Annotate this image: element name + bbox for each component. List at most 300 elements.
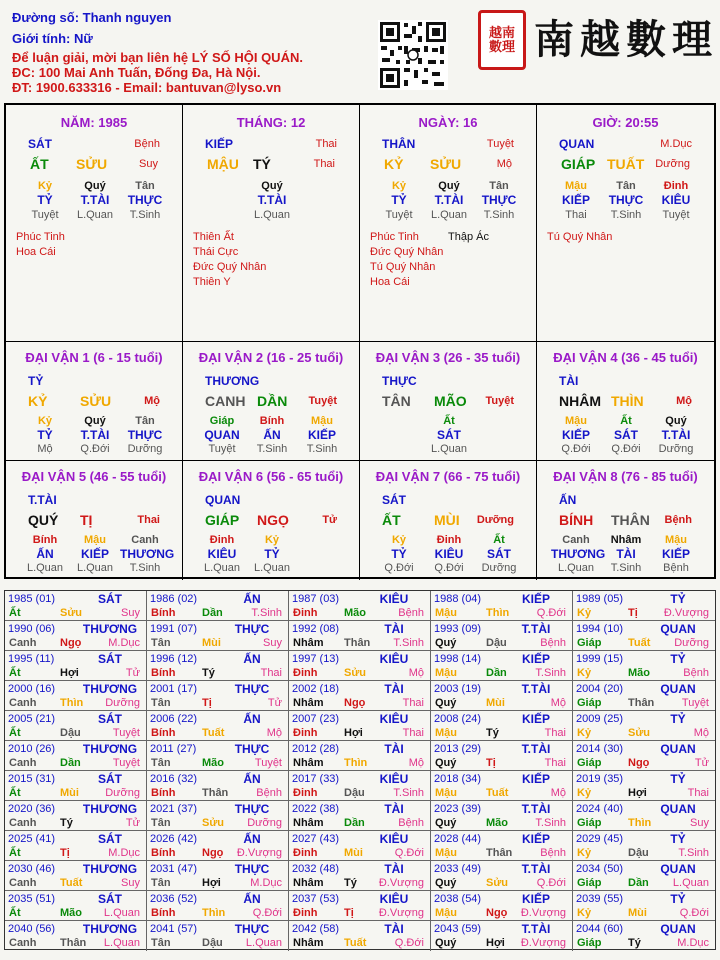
year-branch: Thìn — [344, 757, 368, 769]
hidden-stem: Tân — [135, 180, 155, 192]
dai-van-chi: TỊ — [80, 512, 93, 528]
year-branch: Tị — [486, 757, 496, 769]
year-label: 2044 (60) — [576, 923, 624, 935]
pillar-cell — [537, 105, 714, 342]
year-cell — [431, 801, 573, 831]
year-god: THƯƠNG — [82, 862, 138, 876]
year-branch: Tuất — [486, 787, 509, 799]
year-god: TÀI — [384, 682, 404, 696]
dai-van-title: ĐẠI VẬN 3 (26 - 35 tuổi) — [375, 350, 521, 365]
year-branch: Mão — [486, 817, 508, 829]
year-state: Tuyệt — [254, 757, 282, 769]
dai-van-god: TÀI — [559, 374, 579, 388]
pillar-top-god: KIẾP — [205, 137, 234, 151]
year-god: SÁT — [98, 772, 122, 786]
hidden-state: Tuyệt — [31, 209, 59, 221]
year-branch: Tý — [60, 817, 73, 829]
hidden-stem: Ất — [493, 534, 505, 546]
year-label: 2040 (56) — [8, 923, 56, 935]
year-cell — [573, 681, 715, 711]
pillar-can: MẬU — [207, 156, 239, 172]
year-stem: Ất — [9, 667, 21, 679]
year-stem: Giáp — [577, 757, 602, 769]
year-state: Đ.Vượng — [378, 877, 424, 889]
year-label: 1997 (13) — [292, 653, 340, 665]
year-branch: Sửu — [60, 607, 83, 619]
year-stem: Canh — [9, 877, 37, 889]
year-god: THƯƠNG — [82, 922, 138, 936]
year-stem: Quý — [435, 757, 457, 769]
hidden-stem: Ất — [443, 415, 455, 427]
year-cell — [573, 651, 715, 681]
year-stem: Đinh — [293, 667, 318, 679]
year-branch: Tuất — [60, 877, 83, 889]
year-state: T.Sinh — [393, 787, 424, 799]
pillar-can: KỶ — [384, 156, 404, 172]
year-label: 2035 (51) — [8, 893, 56, 905]
hidden-state: T.Sinh — [256, 443, 288, 455]
hidden-stem: Mậu — [565, 180, 587, 192]
year-god: T.TÀI — [521, 742, 551, 756]
year-state: Q.Đới — [394, 847, 424, 859]
pillar-grid — [4, 103, 716, 579]
hidden-state: Tuyệt — [385, 209, 413, 221]
year-label: 2001 (17) — [150, 683, 198, 695]
year-label: 2033 (49) — [434, 863, 482, 875]
year-stem: Bính — [151, 787, 176, 799]
year-god: ẤN — [243, 772, 261, 786]
year-god: THỰC — [234, 802, 270, 816]
year-branch: Thân — [628, 697, 655, 709]
dai-van-state: Bệnh — [664, 514, 692, 526]
dai-van-god: T.TÀI — [28, 493, 57, 507]
year-state: L.Quan — [672, 877, 709, 889]
dai-van-title: ĐẠI VẬN 7 (66 - 75 tuổi) — [375, 469, 521, 484]
qr-code-icon[interactable] — [378, 20, 448, 90]
year-god: SÁT — [98, 832, 122, 846]
year-cell — [431, 831, 573, 861]
hidden-state: Dưỡng — [481, 562, 517, 574]
year-state: Bệnh — [540, 637, 566, 649]
dai-van-cell — [360, 461, 537, 580]
hidden-state: Q.Đới — [434, 562, 464, 574]
year-state: M.Dục — [250, 877, 282, 889]
year-stem: Quý — [435, 937, 457, 949]
hidden-god: THƯƠNG — [120, 547, 175, 561]
year-state: Thai — [687, 787, 709, 799]
hidden-stem: Canh — [562, 534, 590, 546]
year-stem: Quý — [435, 817, 457, 829]
year-god: THƯƠNG — [82, 622, 138, 636]
dai-van-cell — [183, 461, 360, 580]
hidden-stem: Giáp — [209, 415, 235, 427]
hidden-stem: Tân — [135, 415, 155, 427]
year-stem: Canh — [9, 697, 37, 709]
year-label: 2013 (29) — [434, 743, 482, 755]
pillar-top-state: Thai — [315, 138, 337, 150]
year-cell — [147, 771, 289, 801]
dai-van-can: NHÂM — [559, 393, 601, 409]
year-stem: Đinh — [293, 607, 318, 619]
year-cell — [431, 711, 573, 741]
year-label: 2029 (45) — [576, 833, 624, 845]
hidden-god: TÀI — [616, 547, 636, 561]
year-stem: Ất — [9, 907, 21, 919]
year-branch: Sửu — [628, 727, 651, 739]
hidden-stem: Canh — [131, 534, 159, 546]
year-branch: Tị — [344, 907, 354, 919]
year-label: 2038 (54) — [434, 893, 482, 905]
year-state: T.Sinh — [393, 637, 424, 649]
year-stem: Ất — [9, 607, 21, 619]
pillar-chi-state: Mộ — [496, 158, 512, 170]
year-label: 2031 (47) — [150, 863, 198, 875]
year-cell — [573, 771, 715, 801]
year-cell — [573, 861, 715, 891]
year-god: QUAN — [660, 622, 696, 636]
year-stem: Ất — [9, 727, 21, 739]
year-branch: Thân — [486, 847, 513, 859]
year-label: 2010 (26) — [8, 743, 56, 755]
year-stem: Ất — [9, 787, 21, 799]
header-phone-email-line: ĐT: 1900.633316 - Email: bantuvan@lyso.vn — [12, 80, 282, 95]
year-label: 2034 (50) — [576, 863, 624, 875]
year-god: TÀI — [384, 802, 404, 816]
hidden-god: KIÊU — [434, 547, 464, 561]
year-cell — [147, 741, 289, 771]
year-cell — [431, 771, 573, 801]
pillar-top-god: QUAN — [559, 137, 595, 151]
year-god: TỶ — [670, 712, 686, 726]
hidden-state: Thai — [565, 209, 587, 221]
hidden-god: ẤN — [263, 428, 281, 442]
hidden-state: T.Sinh — [129, 209, 161, 221]
year-branch: Tý — [486, 727, 499, 739]
hidden-state: Q.Đới — [561, 443, 591, 455]
year-stem: Đinh — [293, 847, 318, 859]
year-branch: Mão — [344, 607, 366, 619]
year-cell — [147, 591, 289, 621]
header-name-line: Đường số: Thanh nguyen — [12, 10, 172, 25]
year-label: 1994 (10) — [576, 623, 624, 635]
year-stem: Mậu — [435, 607, 457, 619]
year-state: M.Dục — [677, 937, 709, 949]
year-branch: Thân — [202, 787, 229, 799]
star-item: Tú Quý Nhân — [547, 231, 613, 243]
year-state: Tuyệt — [112, 757, 140, 769]
year-state: Tử — [125, 667, 140, 679]
year-state: Bệnh — [256, 787, 282, 799]
year-cell — [431, 891, 573, 921]
hidden-state: L.Quan — [253, 562, 291, 574]
header-address-line: ĐC: 100 Mai Anh Tuấn, Đống Đa, Hà Nội. — [12, 65, 261, 80]
year-cell — [573, 711, 715, 741]
year-god: TÀI — [384, 742, 404, 756]
dai-van-god: SÁT — [382, 493, 406, 507]
year-cell — [147, 681, 289, 711]
year-label: 2043 (59) — [434, 923, 482, 935]
year-grid — [4, 590, 716, 950]
pillar-cell — [183, 105, 360, 342]
year-state: Mộ — [408, 667, 424, 679]
year-label: 2037 (53) — [292, 893, 340, 905]
dai-van-god: QUAN — [205, 493, 241, 507]
dai-van-state: Tử — [322, 514, 337, 526]
hidden-state: T.Sinh — [306, 443, 338, 455]
hidden-state: T.Sinh — [610, 562, 642, 574]
year-label: 2007 (23) — [292, 713, 340, 725]
year-cell — [5, 861, 147, 891]
year-label: 2003 (19) — [434, 683, 482, 695]
year-label: 2011 (27) — [150, 743, 197, 755]
year-state: Mộ — [266, 727, 282, 739]
year-branch: Tuất — [344, 937, 367, 949]
year-branch: Thìn — [628, 817, 652, 829]
year-branch: Tuất — [628, 637, 651, 649]
year-branch: Sửu — [344, 667, 367, 679]
year-state: Q.Đới — [536, 877, 566, 889]
year-stem: Canh — [9, 937, 37, 949]
year-state: Mộ — [550, 787, 566, 799]
year-stem: Bính — [151, 847, 176, 859]
year-god: T.TÀI — [521, 622, 551, 636]
hidden-state: Mộ — [37, 443, 53, 455]
hidden-state: L.Quan — [76, 209, 114, 221]
dai-van-cell — [6, 342, 183, 461]
year-branch: Mùi — [60, 787, 79, 799]
year-state: Suy — [121, 607, 140, 619]
dai-van-chi: MÙI — [434, 512, 460, 528]
hidden-stem: Mậu — [665, 534, 687, 546]
hidden-stem: Kỷ — [391, 180, 407, 192]
year-state: Bệnh — [398, 817, 424, 829]
year-god: T.TÀI — [521, 922, 551, 936]
year-god: QUAN — [660, 922, 696, 936]
dai-van-title: ĐẠI VẬN 6 (56 - 65 tuổi) — [198, 469, 344, 484]
year-god: ẤN — [243, 592, 261, 606]
hidden-god: ẤN — [36, 547, 54, 561]
year-label: 1995 (11) — [8, 653, 55, 665]
year-branch: Dần — [60, 757, 81, 769]
year-state: Mộ — [408, 757, 424, 769]
hidden-stem: Mậu — [311, 415, 333, 427]
hidden-god: T.TÀI — [80, 428, 110, 442]
pillar-top-god: SÁT — [28, 137, 52, 151]
year-state: Tuyệt — [681, 697, 709, 709]
hidden-stem: Quý — [84, 180, 106, 192]
year-branch: Tị — [202, 697, 212, 709]
year-god: QUAN — [660, 802, 696, 816]
year-stem: Kỷ — [577, 847, 592, 859]
dai-van-title: ĐẠI VẬN 4 (36 - 45 tuổi) — [553, 350, 698, 365]
year-branch: Hợi — [344, 727, 363, 739]
year-cell — [573, 891, 715, 921]
year-branch: Hợi — [486, 937, 505, 949]
year-stem: Tân — [151, 937, 171, 949]
year-state: Đ.Vượng — [520, 907, 566, 919]
year-cell — [5, 681, 147, 711]
hidden-god: KIẾP — [561, 193, 590, 207]
year-cell — [289, 621, 431, 651]
hidden-state: L.Quan — [430, 209, 468, 221]
year-cell — [5, 921, 147, 951]
hidden-state: T.Sinh — [483, 209, 515, 221]
year-branch: Hợi — [628, 787, 647, 799]
year-label: 1998 (14) — [434, 653, 482, 665]
year-stem: Giáp — [577, 637, 602, 649]
year-cell — [289, 741, 431, 771]
hidden-stem: Ất — [620, 415, 632, 427]
year-stem: Nhâm — [293, 817, 324, 829]
header-contact-line: Để luận giải, mời bạn liên hệ LÝ SỐ HỘI QUÁN. — [12, 50, 303, 65]
hidden-state: L.Quan — [557, 562, 595, 574]
pillar-cell — [6, 105, 183, 342]
year-label: 2008 (24) — [434, 713, 482, 725]
year-state: Tuyệt — [112, 727, 140, 739]
year-stem: Nhâm — [293, 757, 324, 769]
year-god: KIẾP — [521, 592, 550, 606]
hidden-god: TỶ — [391, 547, 407, 561]
hidden-god: T.TÀI — [434, 193, 464, 207]
hidden-god: KIÊU — [661, 193, 691, 207]
dai-van-can: ẤT — [382, 512, 401, 528]
hidden-stem: Kỷ — [37, 180, 53, 192]
star-item: Đức Quý Nhân — [193, 261, 267, 273]
year-branch: Mùi — [486, 697, 505, 709]
dai-van-god: ẤN — [559, 493, 577, 507]
year-cell — [289, 861, 431, 891]
year-stem: Tân — [151, 637, 171, 649]
year-branch: Hợi — [202, 877, 221, 889]
star-item: Phúc Tinh — [16, 231, 65, 243]
year-state: Thai — [402, 697, 424, 709]
dai-van-state: Mộ — [144, 395, 160, 407]
year-stem: Bính — [151, 667, 176, 679]
year-branch: Dần — [344, 817, 365, 829]
hidden-state: L.Quan — [430, 443, 468, 455]
year-stem: Nhâm — [293, 877, 324, 889]
star-item: Thiên Ất — [193, 231, 234, 243]
year-label: 2018 (34) — [434, 773, 482, 785]
year-god: THỰC — [234, 622, 270, 636]
year-god: SÁT — [98, 652, 122, 666]
dai-van-can: BÍNH — [559, 512, 594, 528]
dai-van-state: Tuyệt — [485, 395, 514, 407]
year-cell — [431, 741, 573, 771]
year-state: Tử — [125, 817, 140, 829]
year-label: 2014 (30) — [576, 743, 624, 755]
year-branch: Ngọ — [628, 757, 650, 769]
year-god: SÁT — [98, 892, 122, 906]
year-stem: Kỷ — [577, 667, 592, 679]
year-label: 1987 (03) — [292, 593, 340, 605]
year-cell — [5, 591, 147, 621]
year-state: M.Dục — [108, 637, 140, 649]
year-cell — [431, 681, 573, 711]
year-god: T.TÀI — [521, 682, 551, 696]
hidden-god: TỶ — [37, 193, 53, 207]
dai-van-state: Tuyệt — [308, 395, 337, 407]
brand-logo-text: 南越數理 — [534, 16, 718, 63]
year-branch: Thân — [344, 637, 371, 649]
dai-van-title: ĐẠI VẬN 5 (46 - 55 tuổi) — [21, 469, 167, 484]
dai-van-state: Thai — [137, 514, 160, 526]
hidden-god: QUAN — [204, 428, 240, 442]
year-stem: Giáp — [577, 937, 602, 949]
year-state: Tử — [694, 757, 709, 769]
year-stem: Tân — [151, 817, 171, 829]
year-branch: Tị — [60, 847, 70, 859]
year-stem: Giáp — [577, 697, 602, 709]
hidden-state: Tuyệt — [662, 209, 690, 221]
year-god: KIÊU — [379, 772, 409, 786]
year-label: 2015 (31) — [8, 773, 56, 785]
year-cell — [289, 651, 431, 681]
hidden-stem: Bính — [32, 534, 58, 546]
star-item: Thiên Y — [193, 276, 231, 288]
year-god: KIẾP — [521, 652, 550, 666]
year-state: Suy — [690, 817, 709, 829]
year-branch: Mão — [60, 907, 82, 919]
year-state: Q.Đới — [394, 937, 424, 949]
year-stem: Giáp — [577, 817, 602, 829]
year-god: TỶ — [670, 832, 686, 846]
hidden-god: SÁT — [487, 547, 511, 561]
year-stem: Kỷ — [577, 787, 592, 799]
hidden-god: KIẾP — [661, 547, 690, 561]
year-stem: Canh — [9, 817, 37, 829]
year-label: 2023 (39) — [434, 803, 482, 815]
year-label: 2021 (37) — [150, 803, 198, 815]
dai-van-can: CANH — [205, 393, 246, 409]
year-god: TÀI — [384, 862, 404, 876]
year-god: KIÊU — [379, 712, 409, 726]
year-state: L.Quan — [103, 907, 140, 919]
hidden-god: T.TÀI — [80, 193, 110, 207]
year-cell — [5, 771, 147, 801]
dai-van-chi: THÌN — [611, 393, 644, 409]
year-stem: Tân — [151, 697, 171, 709]
year-cell — [289, 711, 431, 741]
year-cell — [289, 921, 431, 951]
hidden-stem: Kỷ — [264, 534, 280, 546]
year-label: 2004 (20) — [576, 683, 624, 695]
year-branch: Sửu — [486, 877, 509, 889]
pillar-can: GIÁP — [561, 156, 596, 172]
year-god: THỰC — [234, 742, 270, 756]
year-label: 2028 (44) — [434, 833, 482, 845]
year-label: 2032 (48) — [292, 863, 340, 875]
hidden-stem: Đinh — [209, 534, 235, 546]
hidden-state: L.Quan — [26, 562, 64, 574]
year-god: KIẾP — [521, 772, 550, 786]
year-god: KIÊU — [379, 592, 409, 606]
dai-van-can: GIÁP — [205, 512, 240, 528]
year-state: Q.Đới — [252, 907, 282, 919]
year-branch: Mão — [202, 757, 224, 769]
year-stem: Mậu — [435, 847, 457, 859]
header — [0, 0, 720, 100]
hidden-stem: Quý — [261, 180, 283, 192]
year-label: 1996 (12) — [150, 653, 198, 665]
star-item: Hoa Cái — [16, 246, 56, 258]
year-cell — [147, 711, 289, 741]
year-branch: Thân — [60, 937, 87, 949]
year-cell — [573, 591, 715, 621]
year-state: T.Sinh — [535, 667, 566, 679]
year-cell — [289, 681, 431, 711]
year-state: L.Quan — [103, 937, 140, 949]
